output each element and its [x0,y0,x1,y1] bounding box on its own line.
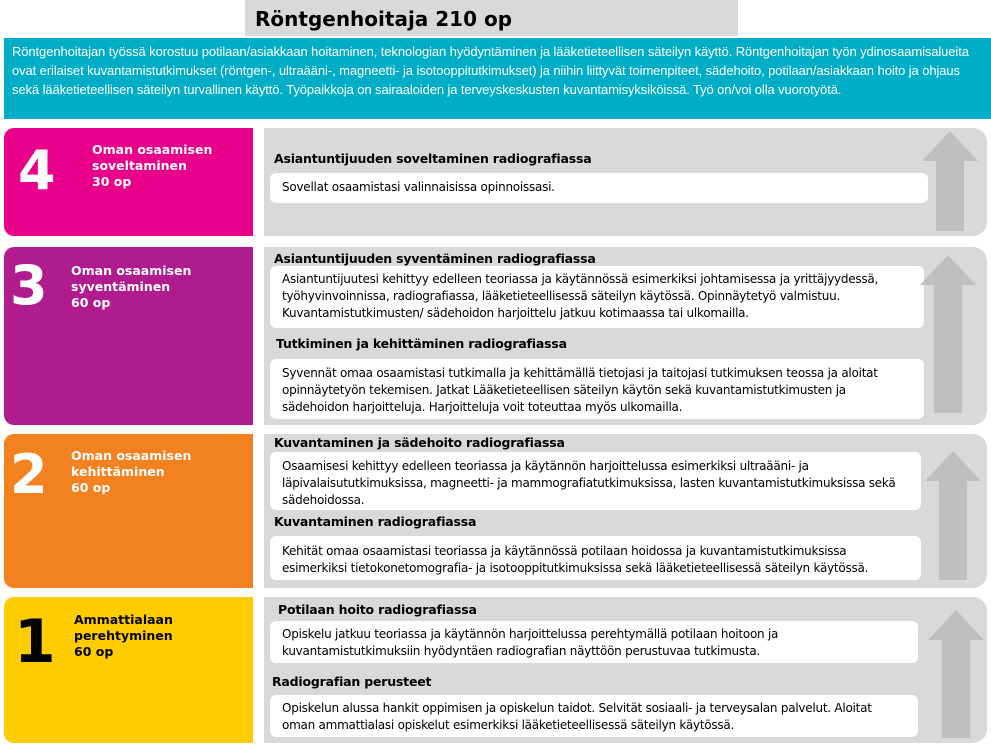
level-4-card [4,128,253,236]
up-arrow-icon [918,255,978,413]
section-title: Kuvantaminen ja sädehoito radiografiassa [274,435,565,450]
intro-description: Röntgenhoitajan työssä korostuu potilaan/asiakkaan hoitaminen, teknologian hyödyntäminen ja lääketieteellisen säteilyn käyttö. Röntgenhoitajan työn ydinosaamisalueita ovat erilaiset kuvantamistutkimukset (röntgen-, ultraääni-, magneetti- ja isotooppitutkimukset) ja niihin liittyvät toimenpiteet, sädehoito, potilaan/asiakkaan hoito ja ohjaus sekä lääketieteellisen säteilyn turvallinen käyttö. Työpaikkoja on sairaaloiden ja terveyskeskusten kuvantamisyksiköissä. Työ on/voi olla vuorotyötä. [4,38,991,119]
up-arrow-icon [920,131,980,231]
level-name-line1: Oman osaamisen [71,263,192,278]
section-title: Potilaan hoito radiografiassa [278,602,477,617]
level-number: 1 [14,607,56,677]
level-2-card [4,434,253,588]
level-1-card [4,597,253,743]
level-name-line1: Ammattialaan [74,612,173,627]
section-description: Opiskelun alussa hankit oppimisen ja opiskelun taidot. Selvität sosiaali- ja terveysalan palvelut. Aloitat oman ammattialasi opiskelut esimerkiksi lääketieteellisessä säteilyn käytössä. [270,695,918,737]
section-description: Sovellat osaamistasi valinnaisissa opinnoissasi. [270,173,928,203]
level-number: 4 [18,139,56,202]
level-number: 3 [10,254,48,317]
level-label [71,448,191,496]
section-title: Kuvantaminen radiografiassa [274,514,477,529]
level-3-card [4,247,253,425]
section-title: Radiografian perusteet [272,674,432,689]
level-name-line2: soveltaminen [92,158,187,173]
level-name-line1: Oman osaamisen [92,142,213,157]
level-1-panel [264,597,987,743]
up-arrow-icon [926,610,986,738]
section-description: Asiantuntijuutesi kehittyy edelleen teoriassa ja käytännössä esimerkiksi johtamisessa ja yrittäjyydessä, työhyvinvoinnissa, radiografiassa, lääketieteellisessä säteilyn käytössä. Opinnäytetyö valmistuu. Kuvantamistutkimusten/ sädehoidon harjoittelu jatkuu kotimaassa tai ulkomailla. [270,266,924,328]
level-name-line2: perehtyminen [74,628,173,643]
section-title: Asiantuntijuuden soveltaminen radiografiassa [274,151,592,166]
level-number: 2 [10,443,48,506]
section-description: Syvennät omaa osaamistasi tutkimalla ja kehittämällä tietojasi ja taitojasi tutkimuksen teossa ja aloitat opinnäytetyön tekemisen. Jatkat Lääketieteellisen säteilyn käytön sekä kuvantamistutkimusten ja sädehoidon harjoitteluja. Harjoitteluja voit toteuttaa myös ulkomailla. [270,359,924,419]
page-title: Röntgenhoitaja 210 op [245,0,738,36]
level-3-panel [264,247,987,425]
section-title: Tutkiminen ja kehittäminen radiografiassa [276,336,567,351]
section-title: Asiantuntijuuden syventäminen radiografiassa [274,251,596,266]
level-label [71,263,191,311]
up-arrow-icon [923,451,983,580]
level-label [74,612,173,660]
level-name-line2: kehittäminen [71,464,165,479]
level-credits: 60 op [71,480,111,495]
level-credits: 60 op [71,295,111,310]
level-credits: 60 op [74,644,114,659]
level-4-panel [264,128,987,236]
section-description: Kehität omaa osaamistasi teoriassa ja käytännössä potilaan hoidossa ja kuvantamistutkimuksissa esimerkiksi tietokonetomografia- ja isotooppitutkimuksissa sekä lääketieteellisessä säteilyn käytössä. [270,536,921,580]
level-label [92,142,212,190]
level-credits: 30 op [92,174,132,189]
section-description: Osaamisesi kehittyy edelleen teoriassa ja käytännön harjoittelussa esimerkiksi ultraääni- ja läpivalaisututkimuksissa, magneetti- ja mammografiatutkimuksissa, lasten kuvantamistutkimuksissa sekä sädehoidossa. [270,452,921,510]
level-name-line2: syventäminen [71,279,171,294]
level-name-line1: Oman osaamisen [71,448,192,463]
level-2-panel [264,434,987,588]
section-description: Opiskelu jatkuu teoriassa ja käytännön harjoittelussa perehtymällä potilaan hoitoon ja kuvantamistutkimuksiin hyödyntäen radiografian näyttöön perustuvaa tutkimusta. [270,621,918,663]
